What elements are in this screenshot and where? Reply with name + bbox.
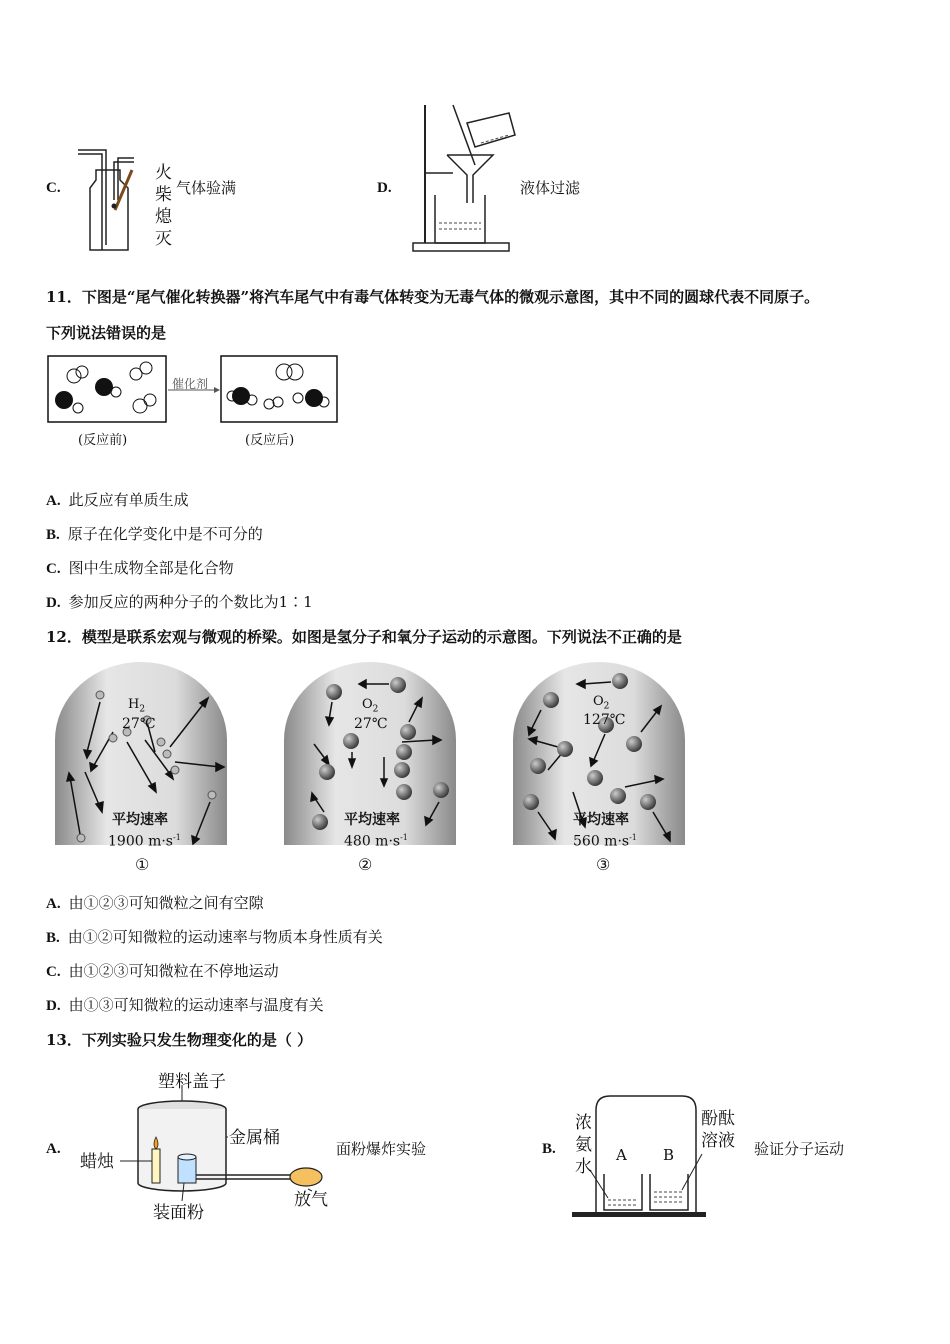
beaker-a-label: A	[616, 1146, 627, 1164]
oxygen-127-panel	[513, 662, 685, 850]
after-caption: (反应后)	[245, 433, 295, 448]
ammonia-label: 浓 氨 水	[575, 1113, 592, 1177]
panel2-gas: $O_2$	[362, 697, 379, 715]
hydrogen-panel	[55, 662, 227, 850]
oxygen-27-panel	[284, 662, 456, 850]
q13-option-a-text: 面粉爆炸实验	[336, 1140, 427, 1158]
panel2-rate-value: 480 $m\cdot s^{-1}$	[344, 833, 408, 850]
panel3-rate-title: 平均速率	[573, 812, 629, 828]
q13-option-a-label: A.	[46, 1141, 61, 1157]
panel1-gas: $H_2$	[128, 697, 146, 715]
q13-option-b-text: 验证分子运动	[754, 1140, 845, 1158]
panel3-gas: $O_2$	[593, 694, 610, 712]
candle-label: 蜡烛	[80, 1152, 114, 1172]
phenolphthalein-label: 酚酞 溶液	[701, 1109, 735, 1151]
option-c-text: 气体验满	[176, 179, 237, 197]
panel1-rate-title: 平均速率	[112, 812, 168, 828]
q11-stem-line1: 11．下图是“尾气催化转换器”将汽车尾气中有毒气体转变为无毒气体的微观示意图，其中不同的圆球代表不同原子。	[46, 288, 820, 306]
beaker-b-label: B	[663, 1146, 675, 1164]
q11-stem-line2: 下列说法错误的是	[46, 324, 167, 342]
q12-option-b[interactable]: B. 由①②可知微粒的运动速率与物质本身性质有关	[46, 928, 383, 946]
panel2-temp: 27℃	[354, 716, 388, 732]
panel3-rate-value: 560 $m\cdot s^{-1}$	[573, 833, 637, 850]
filtration-apparatus-figure	[405, 103, 520, 255]
option-c-label: C.	[46, 180, 61, 196]
q12-option-a[interactable]: A. 由①②③可知微粒之间有空隙	[46, 894, 264, 912]
q11-option-a[interactable]: A. 此反应有单质生成	[46, 491, 189, 509]
q11-option-d[interactable]: D. 参加反应的两种分子的个数比为1∶1	[46, 593, 313, 611]
panel3-number: ③	[596, 855, 611, 874]
catalyst-label: 催化剂	[172, 377, 209, 391]
q13-stem: 13．下列实验只发生物理变化的是（ ）	[46, 1031, 313, 1049]
panel1-rate-value: 1900 $m\cdot s^{-1}$	[108, 833, 181, 850]
flour-label: 装面粉	[153, 1203, 204, 1223]
lid-label: 塑料盖子	[158, 1072, 226, 1092]
before-caption: (反应前)	[78, 433, 128, 448]
q12-stem: 12．模型是联系宏观与微观的桥梁。如图是氢分子和氧分子运动的示意图。下列说法不正确的是	[46, 628, 682, 646]
q12-option-c[interactable]: C. 由①②③可知微粒在不停地运动	[46, 962, 279, 980]
q11-option-c[interactable]: C. 图中生成物全部是化合物	[46, 559, 234, 577]
q12-option-d[interactable]: D. 由①③可知微粒的运动速率与温度有关	[46, 996, 324, 1014]
q13-option-b-label: B.	[542, 1141, 556, 1157]
panel1-temp: 27℃	[122, 716, 156, 732]
match-annotation: 火 柴 熄 灭	[155, 163, 172, 249]
q11-option-b[interactable]: B. 原子在化学变化中是不可分的	[46, 525, 263, 543]
bucket-label: 金属桶	[229, 1128, 280, 1148]
option-d-text: 液体过滤	[520, 179, 581, 197]
panel2-number: ②	[358, 855, 373, 874]
option-d-label: D.	[377, 180, 392, 196]
panel1-number: ①	[135, 855, 150, 874]
panel3-temp: 127℃	[583, 712, 626, 728]
panel2-rate-title: 平均速率	[344, 812, 400, 828]
blow-label: 放气	[294, 1190, 328, 1210]
